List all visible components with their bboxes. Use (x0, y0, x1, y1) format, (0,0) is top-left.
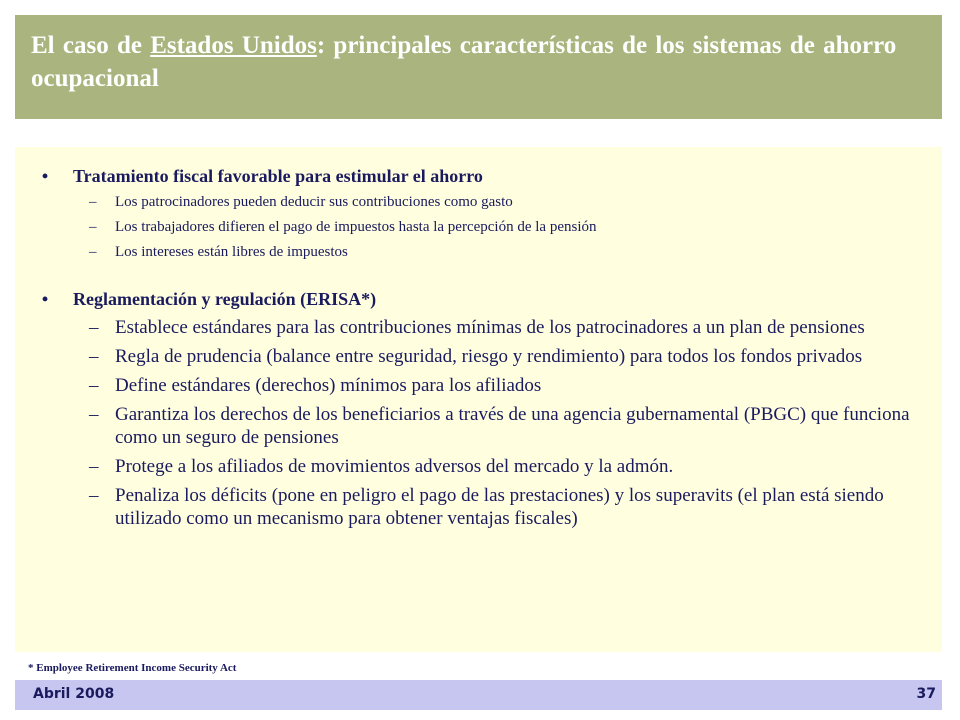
footnote: * Employee Retirement Income Security Act (28, 662, 237, 674)
dash: – (89, 346, 99, 367)
title-bar (15, 15, 942, 119)
list-item (35, 193, 922, 212)
list-item (35, 316, 922, 339)
list-item-text: Los intereses están libres de impuestos (115, 244, 348, 260)
dash: – (89, 219, 97, 235)
section-fiscal (35, 165, 922, 262)
section-heading (35, 165, 922, 187)
list-item-text: Define estándares (derechos) mínimos para los afiliados (115, 375, 542, 396)
list-item-text: Los patrocinadores pueden deducir sus contribuciones como gasto (115, 194, 513, 210)
section-heading-text: Tratamiento fiscal favorable para estimular el ahorro (73, 166, 483, 186)
dash: – (89, 317, 99, 338)
sub-list (35, 193, 922, 262)
title-suffix: : principales características de los sistemas de ahorro ocupacional (31, 32, 897, 92)
list-item (35, 243, 922, 262)
list-item (35, 403, 922, 449)
dash: – (89, 194, 97, 210)
dash: – (89, 456, 99, 477)
dash: – (89, 375, 99, 396)
list-item-text: Los trabajadores difieren el pago de impuestos hasta la percepción de la pensión (115, 219, 597, 235)
list-item-text: Protege a los afiliados de movimientos adversos del mercado y la admón. (115, 456, 674, 477)
bullet-dot: • (41, 289, 49, 309)
dash: – (89, 485, 99, 506)
sub-list-container (35, 193, 922, 262)
list-item-text: Penaliza los déficits (pone en peligro el pago de las prestaciones) y los superavits (el plan está siendo utilizado como un mecanismo para obtener ventajas fiscales) (115, 485, 884, 529)
list-item (35, 218, 922, 237)
footer-date: Abril 2008 (33, 686, 115, 702)
list-item-text: Regla de prudencia (balance entre seguridad, riesgo y rendimiento) para todos los fondos privados (115, 346, 863, 367)
title-prefix: El caso de (31, 32, 151, 59)
section-erisa (35, 288, 922, 530)
footer-bar (15, 680, 942, 710)
dash: – (89, 404, 99, 425)
list-item-text: Garantiza los derechos de los beneficiarios a través de una agencia gubernamental (PBGC) que funciona como un seguro de pensiones (115, 404, 910, 448)
bullet-dot: • (41, 166, 49, 186)
section-heading-text: Reglamentación y regulación (ERISA*) (73, 289, 377, 309)
list-item (35, 374, 922, 397)
section-heading (35, 288, 922, 310)
content-box (15, 147, 942, 652)
sub-list-container (35, 316, 922, 530)
sub-list (35, 316, 922, 530)
list-item (35, 345, 922, 368)
dash: – (89, 244, 97, 260)
page-number: 37 (916, 686, 936, 702)
title-underlined: Estados Unidos (150, 32, 317, 59)
list-item (35, 484, 922, 530)
list-item (35, 455, 922, 478)
slide-title (31, 29, 926, 95)
list-item-text: Establece estándares para las contribuciones mínimas de los patrocinadores a un plan de pensiones (115, 317, 865, 338)
